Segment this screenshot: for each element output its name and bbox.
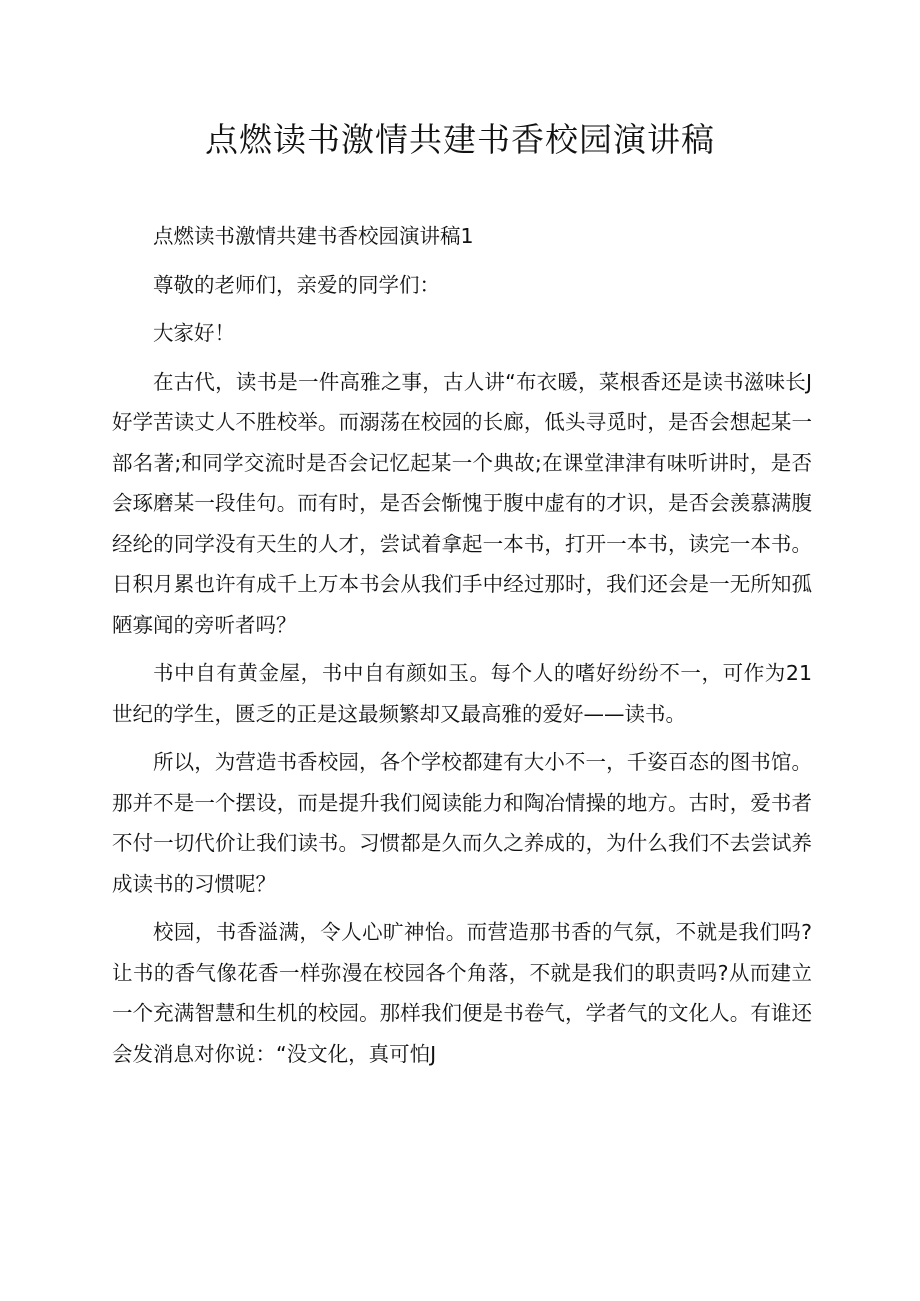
- body-paragraph: 所以，为营造书香校园，各个学校都建有大小不一，千姿百态的图书馆。那并不是一个摆设，而是提升我们阅读能力和陶冶情操的地方。古时，爱书者不付一切代价让我们读书。习惯都是久而久之养成的，为什么我们不去尝试养成读书的习惯呢？: [112, 750, 812, 896]
- subtitle-paragraph: 点燃读书激情共建书香校园演讲稿1: [153, 224, 474, 248]
- body-paragraph: 书中自有黄金屋，书中自有颜如玉。每个人的嗜好纷纷不一，可作为21世纪的学生，匮乏的正是这最频繁却又最高雅的爱好——读书。: [112, 661, 812, 726]
- salutation-paragraph: 尊敬的老师们，亲爱的同学们：: [153, 272, 440, 297]
- body-paragraph: 在古代，读书是一件高雅之事，古人讲“布衣暖，菜根香还是读书滋味长J好学苦读丈人不胜校举。而溺荡在校园的长廊，低头寻觅时，是否会想起某一部名著;和同学交流时是否会记忆起某一个典故;在课堂津津有味听讲时，是否会琢磨某一段佳句。而有时，是否会惭愧于腹中虚有的才识，是否会羡慕满腹经纶的同学没有天生的人才，尝试着拿起一本书，打开一本书，读完一本书。日积月累也许有成千上万本书会从我们手中经过那时，我们还会是一无所知孤陋寡闻的旁听者吗？: [112, 369, 812, 637]
- greeting-paragraph: 大家好！: [153, 321, 235, 345]
- document-title: 点燃读书激情共建书香校园演讲稿: [205, 120, 715, 159]
- body-paragraph: 校园，书香溢满，令人心旷神怡。而营造那书香的气氛，不就是我们吗?让书的香气像花香一样弥漫在校园各个角落，不就是我们的职责吗?从而建立一个充满智慧和生机的校园。那样我们便是书卷气，学者气的文化人。有谁还会发消息对你说：“没文化，真可怕J: [112, 920, 812, 1066]
- document-body: [112, 216, 812, 1082]
